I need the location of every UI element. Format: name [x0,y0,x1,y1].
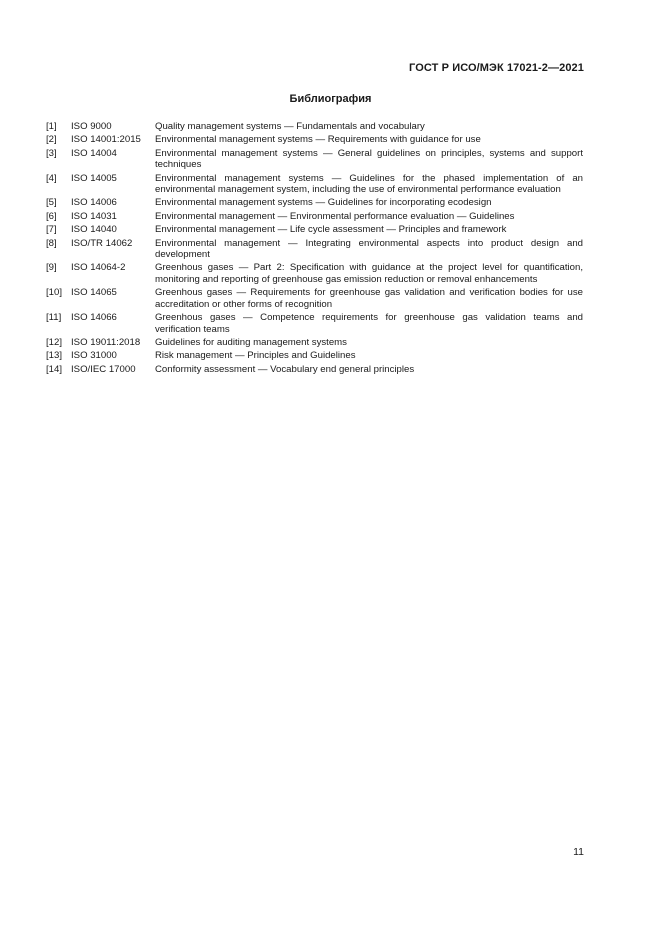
entry-number: [14] [46,363,63,375]
entry-description: Risk management — Principles and Guidelines [155,350,356,362]
page-title: Библиография [289,93,372,105]
entry-code: ISO 9000 [71,121,112,132]
bibliography-entry [46,337,583,348]
entry-description: Environmental management systems — Requirements with guidance for use [155,134,481,146]
bibliography-list [46,121,583,377]
entry-code: ISO/IEC 17000 [71,363,136,375]
bibliography-entry [46,148,583,171]
entry-number: [5] [46,197,57,209]
entry-description: Environmental management systems — Guidelines for the phased implementation of an environmental management system, including the use of environmental performance evaluation [155,172,583,196]
bibliography-entry [46,134,583,145]
entry-code: ISO 14066 [71,312,117,324]
bibliography-entry [46,121,583,132]
entry-number: [10] [46,287,63,299]
bibliography-entry [46,224,583,235]
bibliography-entry [46,211,583,222]
entry-description: Guidelines for auditing management systems [155,336,347,348]
entry-description: Conformity assessment — Vocabulary end general principles [155,363,415,375]
entry-description: Environmental management — Environmental performance evaluation — Guidelines [155,210,515,222]
entry-description: Greenhous gases — Requirements for greenhouse gas validation and verification bodies for use accreditation or other forms of recognition [155,287,583,310]
entry-number: [12] [46,336,63,348]
entry-description: Environmental management systems — General guidelines on principles, systems and support techniques [155,147,583,171]
entry-number: [13] [46,350,63,362]
bibliography-entry [46,364,583,375]
entry-code: ISO 14005 [71,172,117,184]
entry-number: [6] [46,210,57,222]
bibliography-entry [46,238,583,261]
entry-description: Environmental management — Integrating environmental aspects into product design and development [155,237,583,261]
entry-number: [8] [46,237,57,249]
entry-code: ISO/TR 14062 [71,237,133,249]
bibliography-entry [46,350,583,361]
bibliography-entry [46,262,583,285]
entry-description: Quality management systems — Fundamentals and vocabulary [155,121,425,132]
entry-number: [2] [46,134,57,146]
entry-number: [9] [46,262,57,274]
entry-number: [1] [46,121,57,132]
entry-code: ISO 14004 [71,147,117,159]
entry-code: ISO 31000 [71,350,117,362]
entry-number: [3] [46,147,57,159]
bibliography-entry [46,287,583,310]
bibliography-entry [46,312,583,335]
page-number: 11 [573,846,584,858]
entry-description: Greenhous gases — Competence requirements for greenhouse gas validation teams and verification teams [155,312,583,335]
bibliography-entry [46,197,583,208]
entry-number: [4] [46,172,57,184]
entry-number: [7] [46,224,57,236]
entry-code: ISO 14006 [71,197,117,209]
entry-code: ISO 14064-2 [71,262,126,274]
bibliography-entry [46,173,583,196]
entry-description: Greenhous gases — Part 2: Specification with guidance at the project level for quantification, monitoring and reporting of greenhouse gas emission reduction or removal enhancements [155,262,583,285]
entry-number: [11] [46,312,62,324]
entry-code: ISO 19011:2018 [71,336,141,348]
entry-description: Environmental management — Life cycle assessment — Principles and framework [155,224,507,236]
entry-code: ISO 14031 [71,210,117,222]
entry-description: Environmental management systems — Guidelines for incorporating ecodesign [155,197,492,209]
document-standard-header: ГОСТ Р ИСО/МЭК 17021-2—2021 [409,62,584,74]
entry-code: ISO 14040 [71,224,117,236]
entry-code: ISO 14065 [71,287,117,299]
entry-code: ISO 14001:2015 [71,134,141,146]
